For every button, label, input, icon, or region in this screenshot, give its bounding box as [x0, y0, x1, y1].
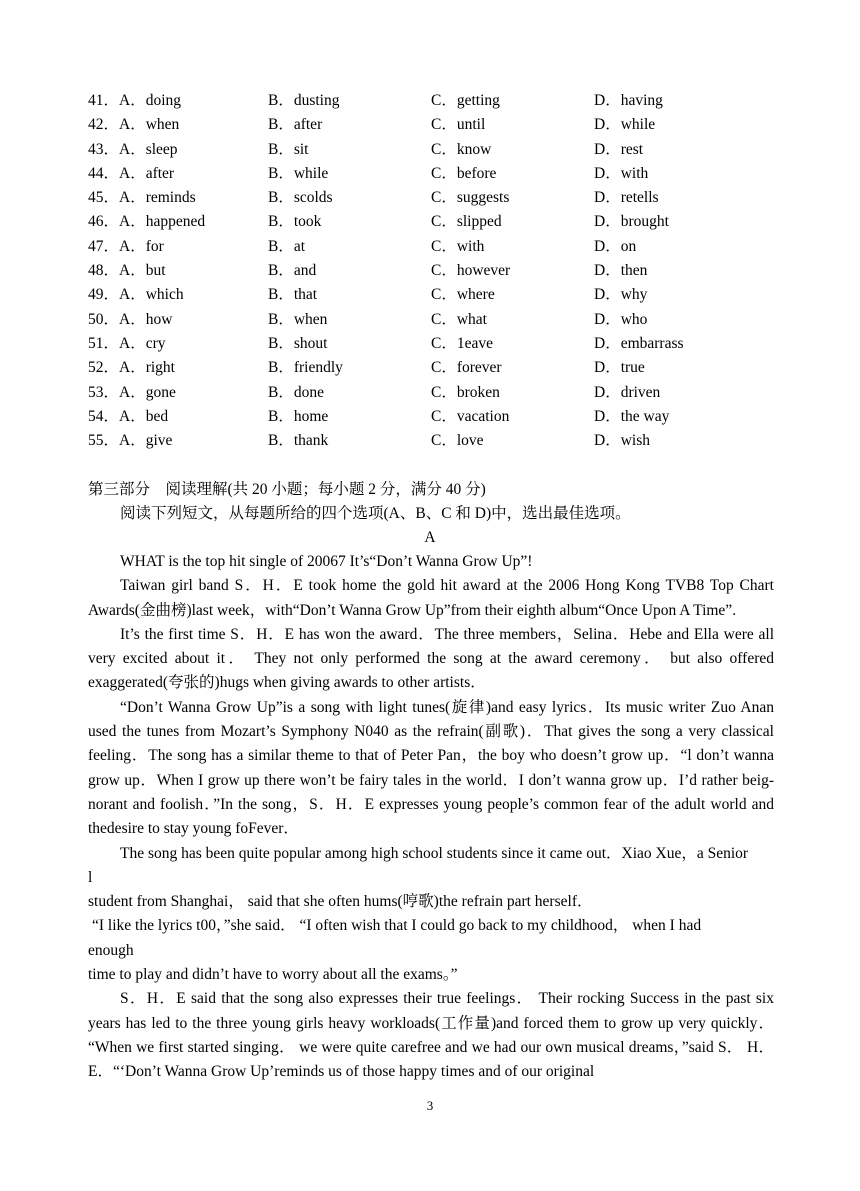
option-d: D．driven: [594, 383, 661, 401]
paragraph: The song has been quite popular among high school students since it came out．Xiao Xue，a Senior: [120, 844, 749, 862]
option-b: B．home: [268, 407, 329, 425]
passage-label: A: [424, 529, 436, 546]
option-d: D．brought: [594, 213, 669, 231]
option-c: C．until: [431, 116, 486, 134]
option-b: B．done: [268, 383, 324, 401]
paragraph: It’s the first time S．H．E has won the award．The three members，Selina．Hebe and Ella were all very excited about it． They not only performed the song at the award ceremony． but also offered exaggerated(夸张的)hugs when giving awards to other artists．: [88, 625, 774, 692]
option-a: 51．A．cry: [88, 334, 166, 352]
option-d: D．having: [594, 92, 663, 109]
option-c: C．suggests: [431, 189, 510, 207]
option-c: C．know: [431, 140, 492, 158]
paragraph: time to play and didn’t have to worry about all the exams。”: [88, 966, 458, 984]
section-instruction: 阅读下列短文，从每题所给的四个选项(A、B、C 和 D)中，选出最佳选项。: [120, 505, 631, 522]
paragraph: enough: [88, 941, 134, 959]
option-a: 54．A．bed: [88, 407, 169, 425]
choice-row: [88, 138, 788, 162]
option-c: C．before: [431, 164, 497, 182]
option-d: D．who: [594, 310, 648, 328]
choice-row: [88, 381, 788, 405]
option-c: C．slipped: [431, 213, 502, 231]
option-a: 41．A．doing: [88, 92, 182, 109]
option-b: B．friendly: [268, 359, 343, 377]
option-d: D．rest: [594, 140, 644, 158]
option-b: B．took: [268, 213, 322, 231]
option-a: 50．A．how: [88, 310, 173, 328]
option-d: D．with: [594, 164, 649, 182]
option-c: C．with: [431, 237, 485, 255]
choice-row: [88, 235, 788, 259]
choice-row: [88, 259, 788, 283]
option-b: B．shout: [268, 334, 328, 352]
paragraph: WHAT is the top hit single of 20067 It’s“Don’t Wanna Grow Up”!: [120, 553, 533, 570]
option-b: B．sit: [268, 140, 309, 158]
option-d: D．true: [594, 359, 645, 377]
choice-row: [88, 405, 788, 429]
paragraph: “I like the lyrics t00，”she said． “I often wish that I could go back to my childhood， when I had: [92, 917, 702, 935]
choice-row: [88, 89, 788, 113]
option-a: 53．A．gone: [88, 383, 176, 401]
page-number: 3: [426, 1098, 434, 1113]
paragraph: l: [88, 868, 93, 886]
option-a: 55．A．give: [88, 432, 173, 450]
paragraph: S．H．E said that the song also expresses their true feelings． Their rocking Success in the past six years has led to the three young girls heavy workloads(工作量)and forced them to grow up very quickly． “When we first started singing． we were quite carefree and we had our own musical dreams，”said S． H． E．“‘Don’t Wanna Grow Up’reminds us of those happy times and of our original: [88, 990, 774, 1081]
paragraph: “Don’t Wanna Grow Up”is a song with light tunes(旋律)and easy lyrics．Its music writer Zuo Anan used the tunes from Mozart’s Symphony N040 as the refrain(副歌)．That gives the song a very classical feeling．The song has a similar theme to that of Peter Pan，the boy who doesn’t grow up．“l don’t wanna grow up．When I grow up there won’t be fairy tales in the world．I don’t wanna grow up．I’d rather beig-norant and foolish．”In the song，S．H．E expresses young people’s common fear of the adult world and thedesire to stay young foFever．: [88, 698, 774, 838]
option-b: B．scolds: [268, 189, 333, 207]
option-d: D．retells: [594, 189, 659, 207]
option-c: C．broken: [431, 383, 500, 401]
option-b: B．that: [268, 286, 318, 304]
option-c: C．what: [431, 310, 487, 328]
option-d: D．why: [594, 286, 648, 304]
option-a: 47．A．for: [88, 237, 164, 255]
choice-row: [88, 186, 788, 210]
choice-row: [88, 162, 788, 186]
option-a: 45．A．reminds: [88, 189, 196, 207]
option-c: C．1eave: [431, 334, 493, 352]
choice-row: [88, 356, 788, 380]
cloze-choices: [88, 89, 788, 453]
option-d: D．the way: [594, 407, 670, 425]
choice-row: [88, 429, 788, 453]
option-d: D．while: [594, 116, 656, 134]
paragraph: student from Shanghai， said that she often hums(哼歌)the refrain part herself．: [88, 893, 593, 911]
option-a: 44．A．after: [88, 164, 175, 182]
option-c: C．vacation: [431, 407, 510, 425]
choice-row: [88, 332, 788, 356]
option-c: C．however: [431, 262, 511, 280]
option-b: B．after: [268, 116, 323, 134]
option-a: 52．A．right: [88, 359, 175, 377]
paragraph: Taiwan girl band S．H．E took home the gold hit award at the 2006 Hong Kong TVB8 Top Chart Awards(金曲榜)last week，with“Don’t Wanna Grow Up”from their eighth album“Once Upon A Time”.: [88, 577, 774, 619]
option-a: 48．A．but: [88, 262, 166, 280]
choice-row: [88, 308, 788, 332]
option-c: C．forever: [431, 359, 502, 377]
option-b: B．and: [268, 262, 317, 280]
option-a: 42．A．when: [88, 116, 180, 134]
option-d: D．embarrass: [594, 334, 684, 352]
option-d: D．wish: [594, 432, 650, 450]
option-c: C．where: [431, 286, 495, 304]
option-b: B．at: [268, 237, 306, 255]
option-a: 46．A．happened: [88, 213, 206, 231]
option-b: B．thank: [268, 432, 329, 450]
option-b: B．dusting: [268, 92, 340, 109]
option-b: B．while: [268, 164, 329, 182]
option-c: C．getting: [431, 92, 500, 109]
option-b: B．when: [268, 310, 328, 328]
choice-row: [88, 113, 788, 137]
option-d: D．then: [594, 262, 648, 280]
option-c: C．love: [431, 432, 484, 450]
reading-passage: [88, 550, 774, 1085]
option-d: D．on: [594, 237, 637, 255]
option-a: 49．A．which: [88, 286, 184, 304]
option-a: 43．A．sleep: [88, 140, 178, 158]
choice-row: [88, 283, 788, 307]
section-title: 第三部分 阅读理解(共 20 小题；每小题 2 分，满分 40 分): [88, 481, 486, 498]
choice-row: [88, 210, 788, 234]
